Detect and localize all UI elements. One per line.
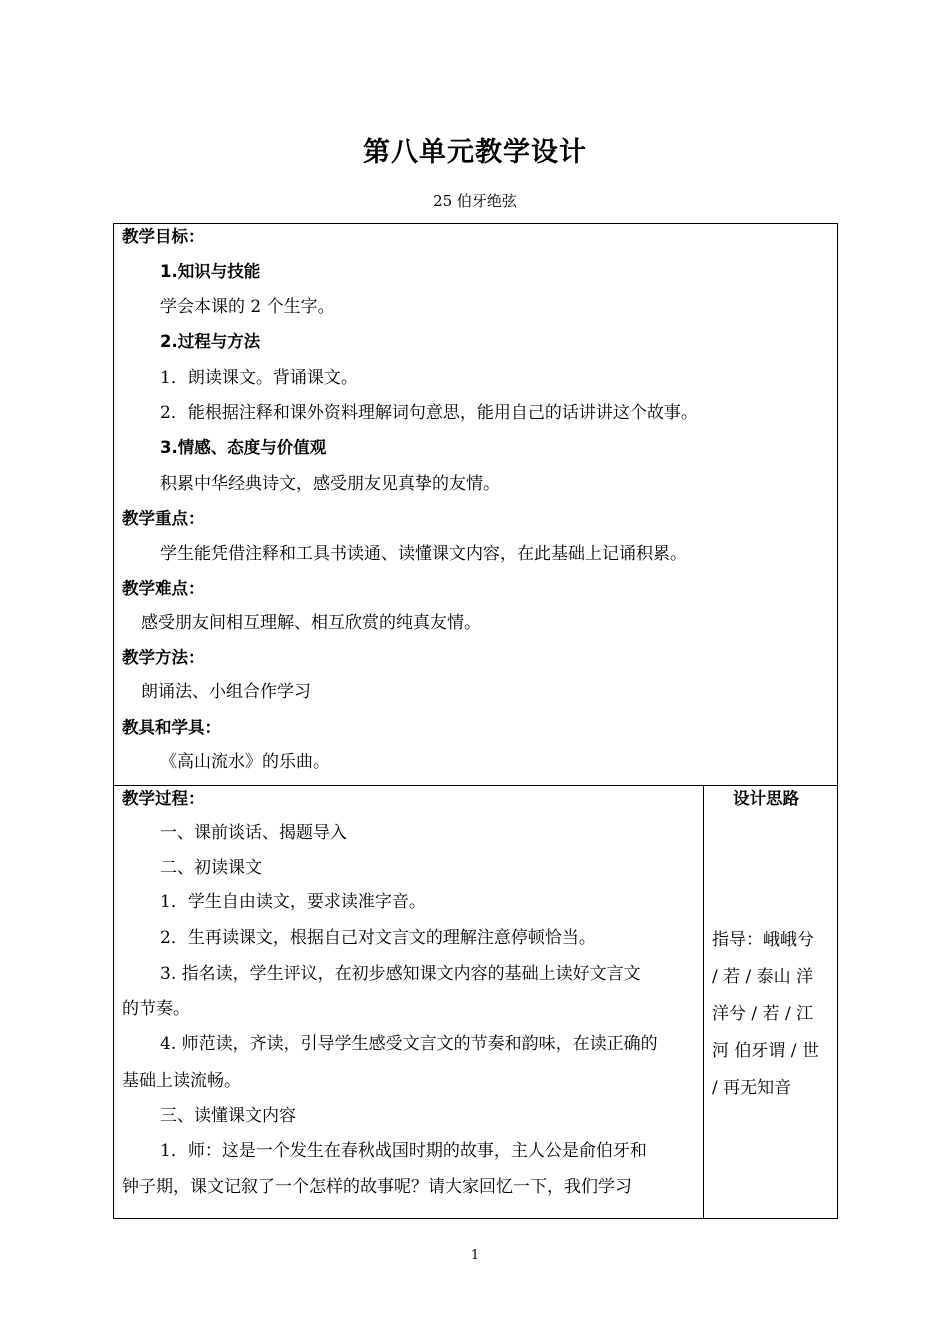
key-points-heading: 教学重点： — [122, 509, 205, 528]
design-line: 河 伯牙谓 / 世 — [712, 1041, 819, 1061]
emotion-heading: 3.情感、态度与价值观 — [160, 438, 327, 457]
process-line: 基础上读流畅。 — [122, 1071, 241, 1091]
process-line: 钟子期，课文记叙了一个怎样的故事呢？请大家回忆一下，我们学习 — [122, 1177, 632, 1197]
process-line: 的节奏。 — [122, 999, 190, 1019]
column-divider — [703, 785, 704, 1219]
lesson-subtitle: 25 伯牙绝弦 — [433, 192, 517, 210]
teaching-process-heading: 教学过程： — [122, 789, 205, 808]
process-line: 一、课前谈话、揭题导入 — [160, 823, 347, 843]
process-line: 1．师：这是一个发生在春秋战国时期的故事，主人公是俞伯牙和 — [160, 1141, 647, 1161]
design-line: 指导：峨峨兮 — [712, 930, 814, 950]
knowledge-text: 学会本课的 2 个生字。 — [160, 297, 335, 317]
process-method-heading: 2.过程与方法 — [160, 332, 261, 351]
process-line: 3. 指名读，学生评议，在初步感知课文内容的基础上读好文言文 — [160, 964, 641, 984]
emotion-text: 积累中华经典诗文，感受朋友见真挚的友情。 — [160, 474, 500, 494]
process-line: 2．生再读课文，根据自己对文言文的理解注意停顿恰当。 — [160, 928, 596, 948]
key-points-text: 学生能凭借注释和工具书读通、读懂课文内容，在此基础上记诵积累。 — [160, 544, 687, 564]
tools-heading: 教具和学具： — [122, 718, 221, 737]
difficulty-text: 感受朋友间相互理解、相互欣赏的纯真友情。 — [141, 613, 481, 633]
difficulty-heading: 教学难点： — [122, 579, 205, 598]
tools-text: 《高山流水》的乐曲。 — [160, 752, 330, 772]
process-line: 三、读懂课文内容 — [160, 1106, 296, 1126]
method-text: 朗诵法、小组合作学习 — [141, 682, 311, 702]
design-line: / 若 / 泰山 洋 — [712, 967, 814, 987]
method-heading: 教学方法： — [122, 648, 205, 667]
page-number: 1 — [470, 1248, 480, 1263]
design-ideas-heading: 设计思路 — [733, 789, 799, 808]
goals-heading: 教学目标： — [122, 227, 205, 246]
design-line: 洋兮 / 若 / 江 — [712, 1004, 814, 1024]
page-title: 第八单元教学设计 — [363, 137, 587, 168]
process-item-1: 1．朗读课文。背诵课文。 — [160, 368, 358, 388]
process-line: 1．学生自由读文，要求读准字音。 — [160, 892, 426, 912]
process-item-2: 2．能根据注释和课外资料理解词句意思，能用自己的话讲讲这个故事。 — [160, 403, 698, 423]
design-line: / 再无知音 — [712, 1078, 792, 1098]
process-line: 4. 师范读，齐读，引导学生感受文言文的节奏和韵味，在读正确的 — [160, 1034, 658, 1054]
process-line: 二、初读课文 — [160, 858, 262, 878]
knowledge-heading: 1.知识与技能 — [160, 262, 261, 281]
